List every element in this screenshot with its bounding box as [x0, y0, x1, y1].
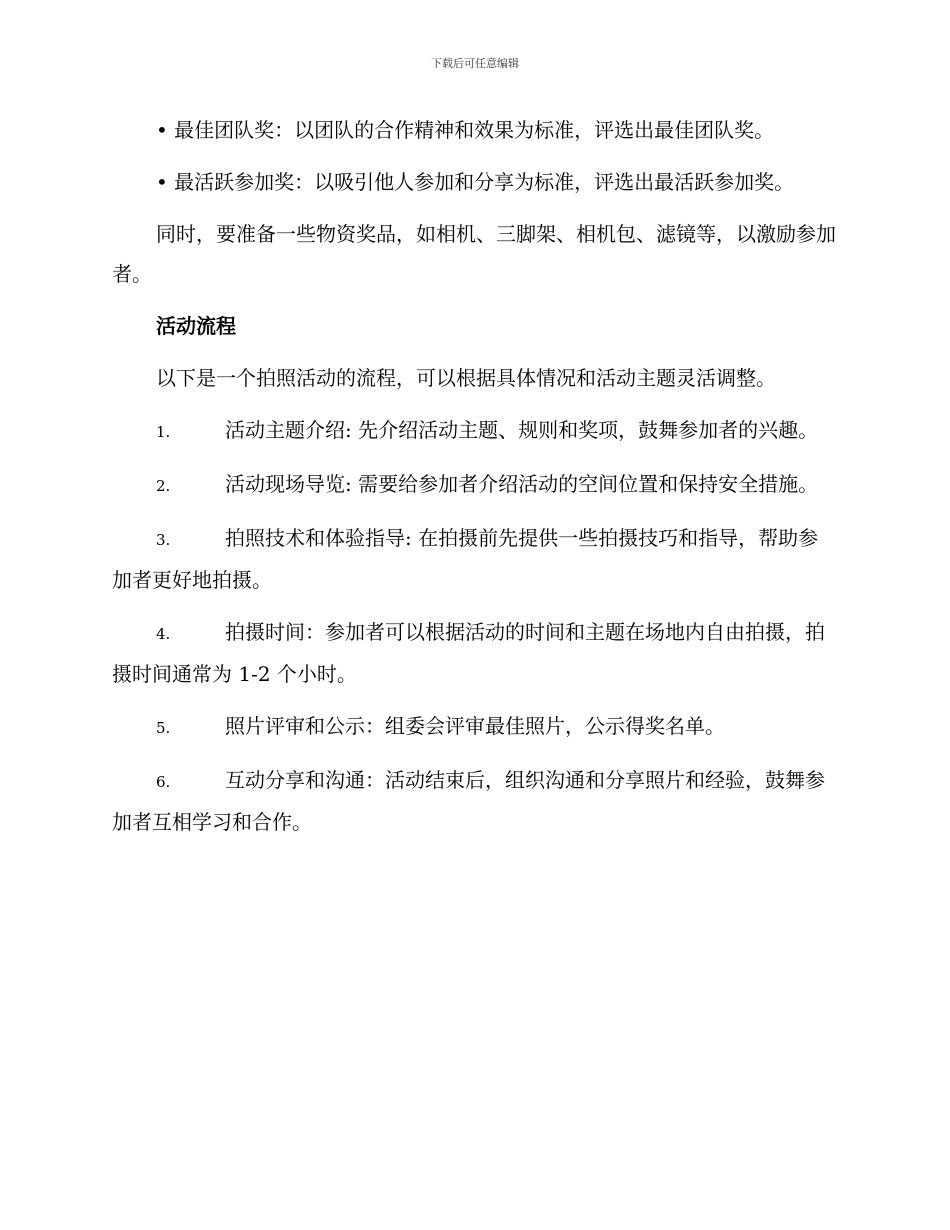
list-text: 照片评审和公示：组委会评审最佳照片，公示得奖名单。	[225, 714, 725, 738]
section-heading: 活动流程	[156, 314, 236, 338]
list-item-1	[112, 410, 838, 452]
list-number: 4.	[156, 625, 171, 643]
list-item-4	[112, 612, 838, 694]
list-item-5	[112, 706, 838, 748]
prizes-paragraph: 同时，要准备一些物资奖品，如相机、三脚架、相机包、滤镜等，以激励参加者。	[112, 222, 836, 286]
list-number: 2.	[156, 477, 171, 495]
list-number: 5.	[156, 719, 171, 737]
list-item-2	[112, 464, 838, 506]
list-text: 互动分享和沟通：活动结束后，组织沟通和分享照片和经验，鼓舞参加者互相学习和合作。	[112, 768, 825, 834]
award-most-active: • 最活跃参加奖：以吸引他人参加和分享为标准，评选出最活跃参加奖。	[156, 170, 795, 194]
document-body	[112, 110, 838, 854]
page-header: 下载后可任意编辑	[431, 57, 519, 70]
intro-paragraph: 以下是一个拍照活动的流程，可以根据具体情况和活动主题灵活调整。	[156, 366, 776, 390]
list-text: 活动主题介绍: 先介绍活动主题、规则和奖项，鼓舞参加者的兴趣。	[225, 418, 819, 442]
list-item-6	[112, 760, 838, 842]
list-number: 3.	[156, 531, 171, 549]
list-item-3	[112, 518, 838, 600]
list-text: 拍照技术和体验指导: 在拍摄前先提供一些拍摄技巧和指导，帮助参加者更好地拍摄。	[112, 526, 819, 592]
list-number: 1.	[156, 423, 171, 441]
list-text: 拍摄时间：参加者可以根据活动的时间和主题在场地内自由拍摄，拍摄时间通常为 1-2 个小时。	[112, 620, 825, 686]
award-best-team: • 最佳团队奖：以团队的合作精神和效果为标准，评选出最佳团队奖。	[156, 118, 775, 142]
list-number: 6.	[156, 773, 171, 791]
list-text: 活动现场导览: 需要给参加者介绍活动的空间位置和保持安全措施。	[225, 472, 819, 496]
